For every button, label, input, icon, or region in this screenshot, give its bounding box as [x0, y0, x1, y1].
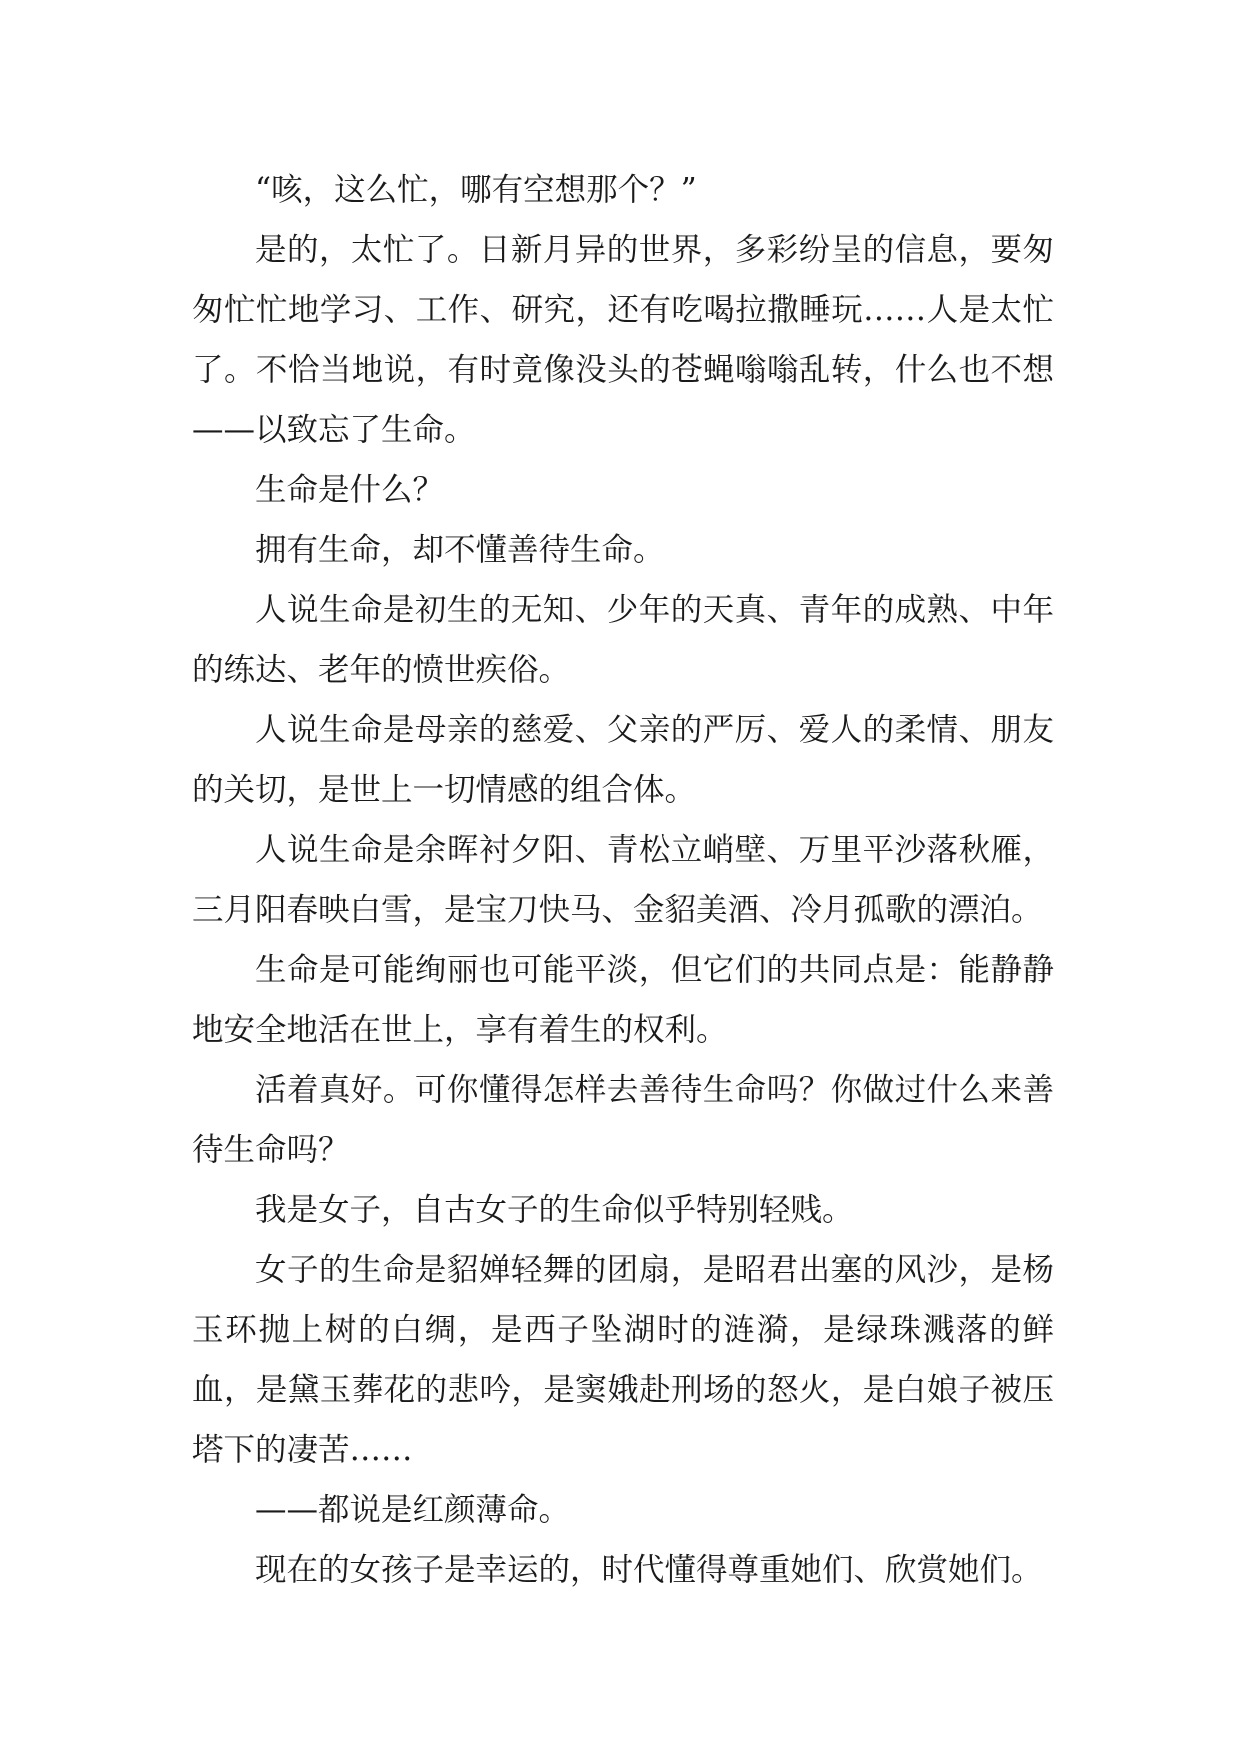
paragraph: 人说生命是初生的无知、少年的天真、青年的成熟、中年的练达、老年的愤世疾俗。	[192, 592, 1054, 688]
paragraph: 我是女子，自古女子的生命似乎特别轻贱。	[255, 1192, 854, 1228]
paragraph: 现在的女孩子是幸运的，时代懂得尊重她们、欣赏她们。	[255, 1552, 1043, 1588]
paragraph: 生命是什么？	[255, 472, 445, 508]
paragraph: 人说生命是母亲的慈爱、父亲的严厉、爱人的柔情、朋友的关切，是世上一切情感的组合体。	[192, 712, 1054, 808]
paragraph: 拥有生命，却不懂善待生命。	[255, 532, 665, 568]
document-body	[192, 160, 1054, 1600]
paragraph: “咳，这么忙，哪有空想那个？”	[255, 172, 697, 208]
paragraph: 人说生命是余晖衬夕阳、青松立峭壁、万里平沙落秋雁，三月阳春映白雪，是宝刀快马、金貂美酒、冷月孤歌的漂泊。	[192, 832, 1054, 928]
paragraph: 是的，太忙了。日新月异的世界，多彩纷呈的信息，要匆匆忙忙地学习、工作、研究，还有吃喝拉撒睡玩……人是太忙了。不恰当地说，有时竟像没头的苍蝇嗡嗡乱转，什么也不想——以致忘了生命。	[192, 232, 1054, 448]
paragraph: 女子的生命是貂婵轻舞的团扇，是昭君出塞的风沙，是杨玉环抛上树的白绸，是西子坠湖时的涟漪，是绿珠溅落的鲜血，是黛玉葬花的悲吟，是窦娥赴刑场的怒火，是白娘子被压塔下的凄苦……	[192, 1252, 1054, 1468]
paragraph: 生命是可能绚丽也可能平淡，但它们的共同点是：能静静地安全地活在世上，享有着生的权利。	[192, 952, 1054, 1048]
paragraph: ——都说是红颜薄命。	[255, 1492, 571, 1528]
paragraph: 活着真好。可你懂得怎样去善待生命吗？你做过什么来善待生命吗？	[192, 1072, 1054, 1168]
